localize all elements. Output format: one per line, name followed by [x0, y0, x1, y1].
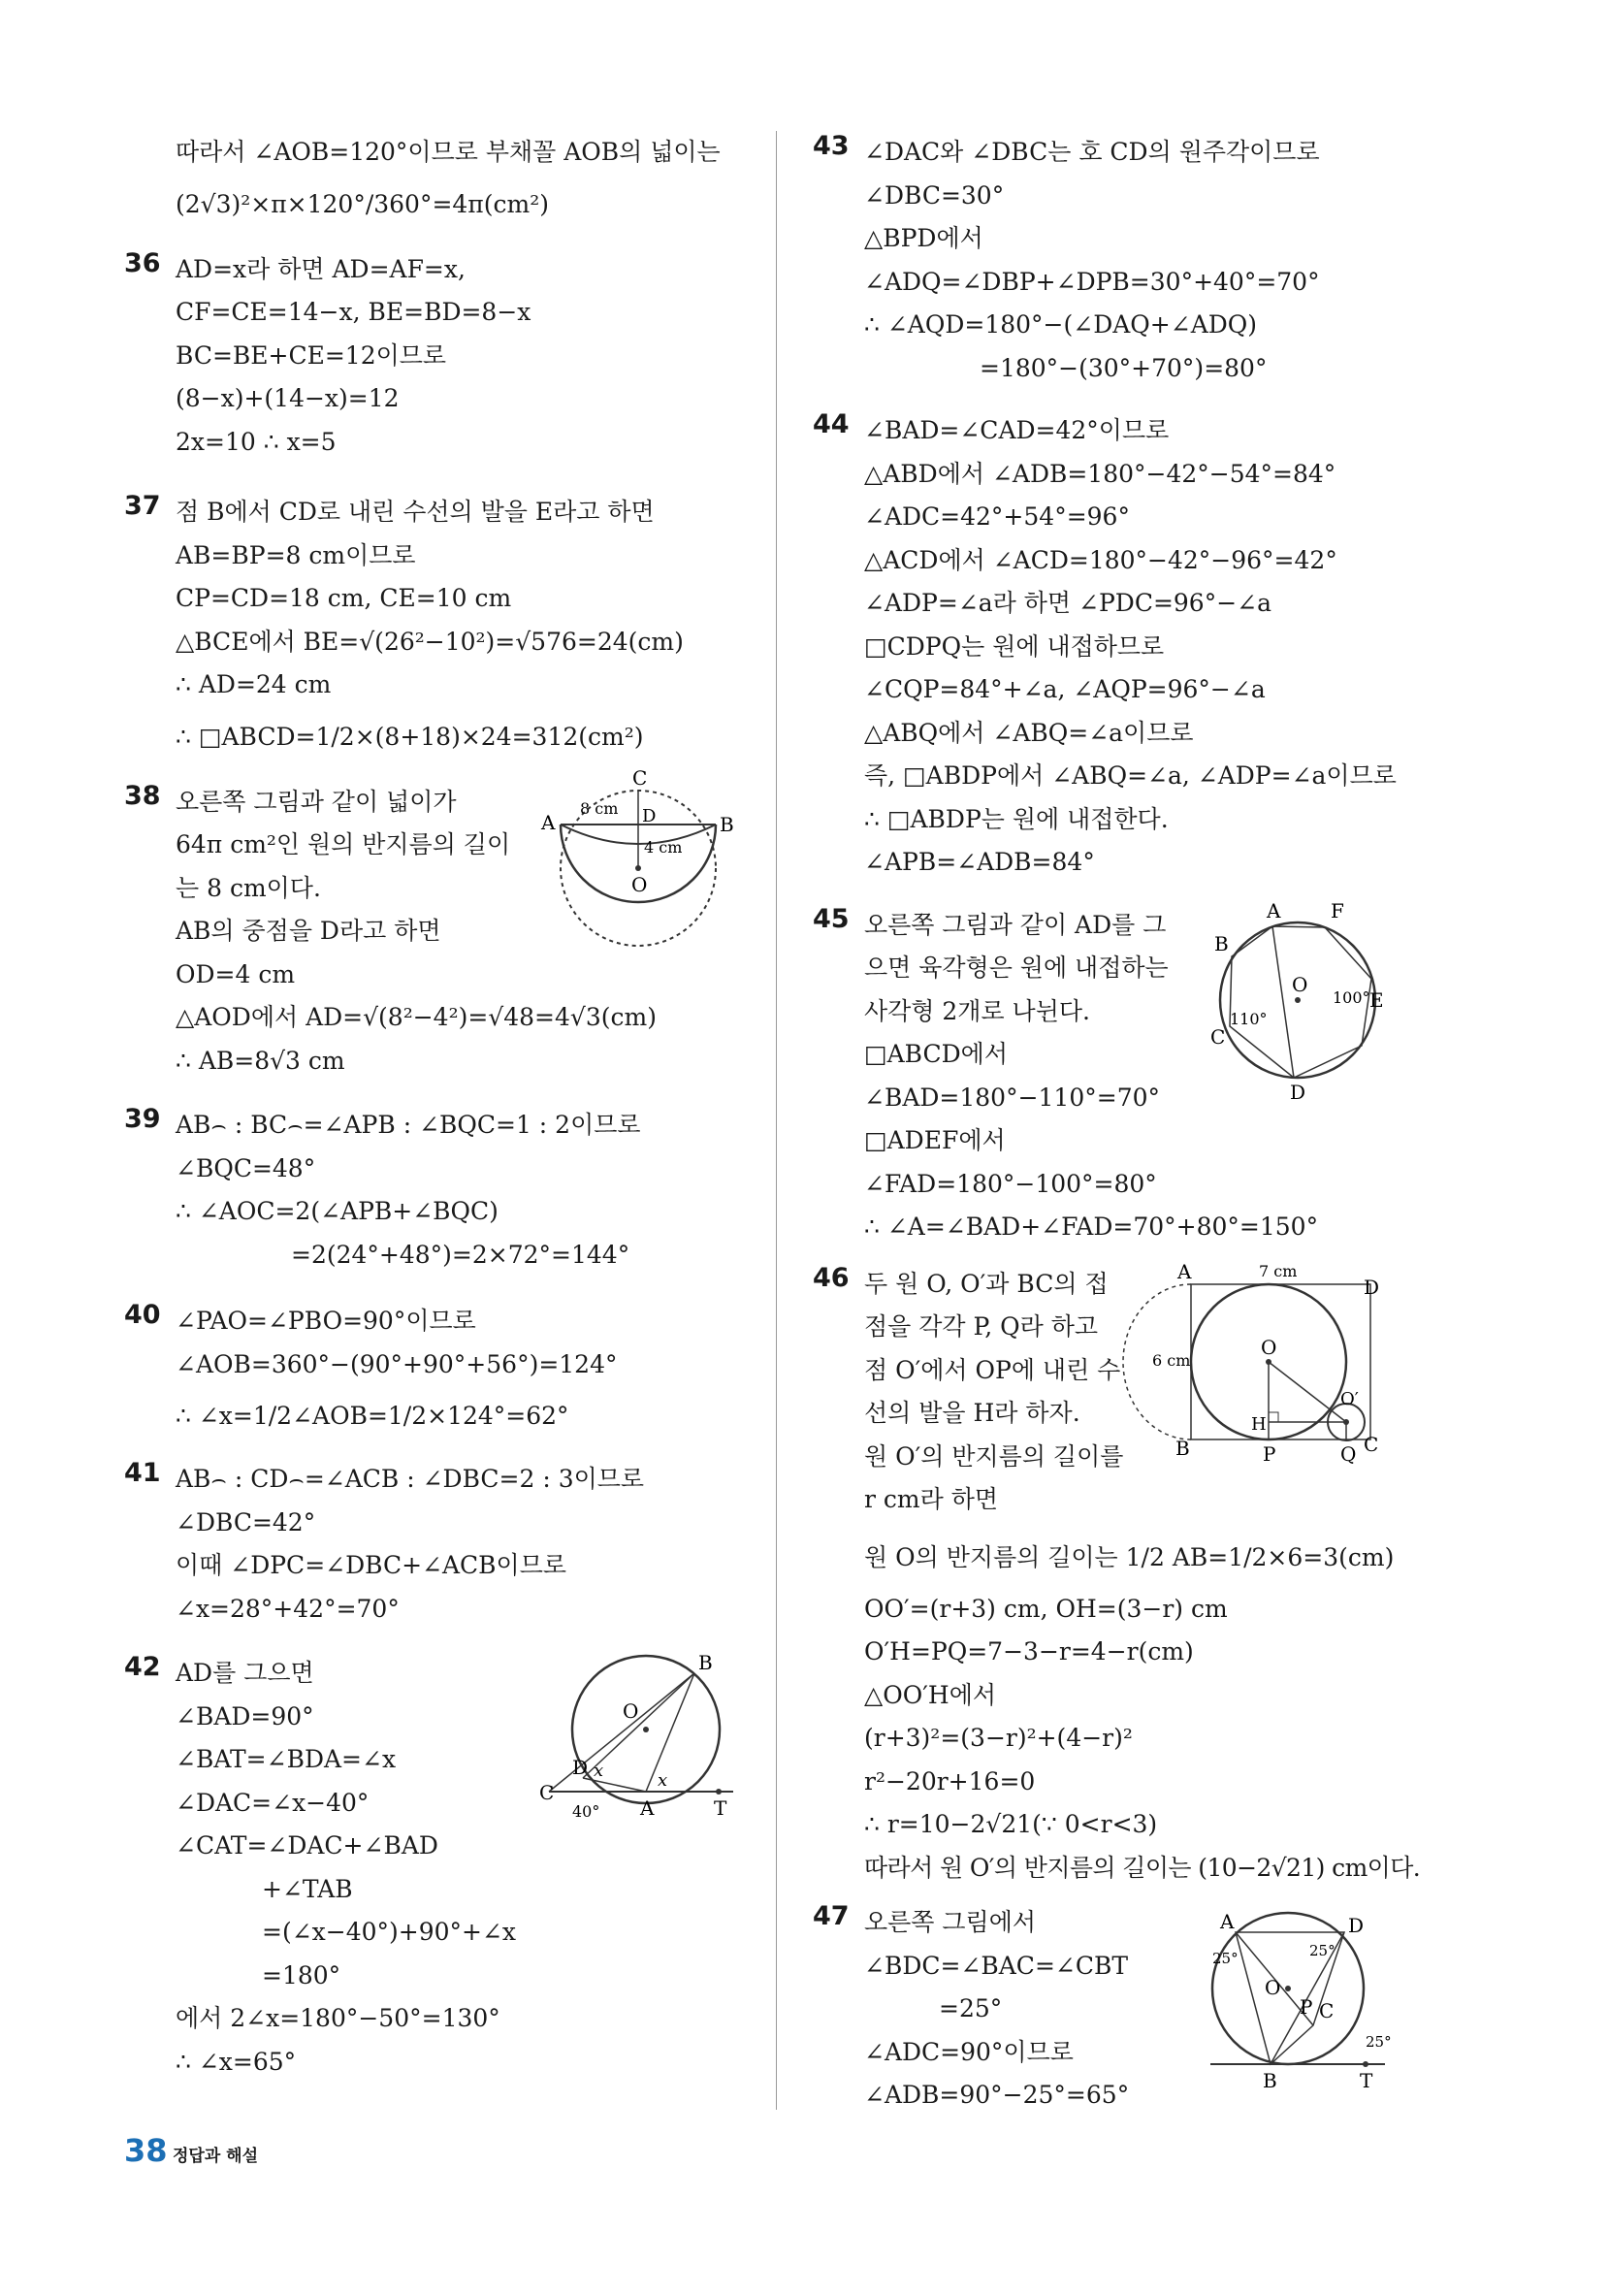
text-line: ∴ AD=24 cm [176, 670, 332, 698]
problem-number: 39 [124, 1104, 161, 1134]
text-line: ∠BAD=180°−110°=70° [864, 1083, 1161, 1112]
text-line: ∠x=28°+42°=70° [176, 1594, 400, 1623]
label-A: A [541, 810, 556, 834]
text-line: △ABD에서 ∠ADB=180°−42°−54°=84° [864, 459, 1336, 488]
text-line: ∴ ∠A=∠BAD+∠FAD=70°+80°=150° [864, 1213, 1319, 1241]
label-T: T [1360, 2069, 1373, 2092]
text-line: 2x=10 ∴ x=5 [176, 427, 337, 456]
label-8cm: 8 cm [580, 798, 619, 818]
label-T: T [714, 1796, 727, 1820]
text-line: △ABQ에서 ∠ABQ=∠a이므로 [864, 718, 1194, 747]
label-100: 100° [1333, 987, 1370, 1007]
label-O-prime: O′ [1340, 1388, 1359, 1409]
label-110: 110° [1230, 1009, 1268, 1028]
text-line: BC=BE+CE=12이므로 [176, 340, 447, 370]
text-line: AD=x라 하면 AD=AF=x, [176, 254, 466, 283]
label-O: O [1292, 972, 1308, 996]
text-line: ∠ADP=∠a라 하면 ∠PDC=96°−∠a [864, 589, 1272, 617]
text-line: ∠ADQ=∠DBP+∠DPB=30°+40°=70° [864, 267, 1320, 296]
text-line: 에서 2∠x=180°−50°=130° [176, 2004, 500, 2032]
text-line: ∠DBC=42° [176, 1507, 316, 1536]
text-line: (2√3)²×π×120°/360°=4π(cm²) [176, 189, 549, 218]
problem-number: 42 [124, 1652, 161, 1682]
problem-39 [124, 1104, 745, 1277]
problem-37 [124, 491, 745, 767]
label-A: A [1177, 1259, 1192, 1283]
text-line: □ABCD에서 [864, 1040, 1008, 1068]
label-O: O [1265, 1976, 1281, 1999]
label-H: H [1251, 1413, 1267, 1435]
problem-number: 41 [124, 1458, 161, 1488]
text-line: CF=CE=14−x, BE=BD=8−x [176, 298, 531, 326]
text-line: 64π cm²인 원의 반지름의 길이 [176, 830, 511, 858]
text-line: ∠ADC=90°이므로 [864, 2037, 1074, 2066]
text-line: 즉, □ABDP에서 ∠ABQ=∠a, ∠ADP=∠a이므로 [864, 761, 1397, 790]
problem-38 [124, 765, 745, 1083]
label-40: 40° [572, 1802, 600, 1821]
text-line: △ACD에서 ∠ACD=180°−42°−96°=42° [864, 545, 1337, 574]
text-line: 두 원 O, O′과 BC의 접 [864, 1269, 1109, 1298]
text-line: 점을 각각 P, Q라 하고 [864, 1312, 1099, 1341]
label-A: A [1267, 898, 1281, 922]
text-line: 오른쪽 그림과 같이 AD를 그 [864, 910, 1167, 939]
text-line: AB⌢ : BC⌢=∠APB : ∠BQC=1 : 2이므로 [176, 1111, 641, 1139]
text-line: 는 8 cm이다. [176, 873, 321, 902]
problem-46 [813, 1259, 1492, 1891]
text-line: ∠BDC=∠BAC=∠CBT [864, 1951, 1129, 1980]
label-Q: Q [1340, 1441, 1357, 1466]
text-line: =2(24°+48°)=2×72°=144° [291, 1240, 630, 1269]
text-line: ∠APB=∠ADB=84° [864, 848, 1095, 876]
text-line: 점 O′에서 OP에 내린 수 [864, 1355, 1121, 1384]
text-line: ∴ AB=8√3 cm [176, 1046, 345, 1075]
label-O: O [623, 1699, 639, 1723]
text-line: ∠ADB=90°−25°=65° [864, 2081, 1130, 2109]
label-O: O [631, 872, 648, 896]
label-B: B [1263, 2069, 1277, 2092]
label-x: x [658, 1770, 668, 1791]
text-line: ∠DBC=30° [864, 180, 1005, 210]
problem-40 [124, 1300, 745, 1446]
label-A: A [1220, 1910, 1235, 1933]
text-line: OO′=(r+3) cm, OH=(3−r) cm [864, 1594, 1228, 1623]
label-E: E [1369, 987, 1384, 1012]
figure-42 [539, 1650, 743, 1834]
problem-number: 40 [124, 1300, 161, 1330]
problem-number: 44 [813, 409, 850, 439]
label-B: B [1214, 931, 1229, 955]
text-line: (r+3)²=(3−r)²+(4−r)² [864, 1724, 1133, 1752]
text-line: ∠CAT=∠DAC+∠BAD [176, 1831, 438, 1859]
label-25-t: 25° [1366, 2033, 1392, 2051]
problem-45 [813, 898, 1492, 1249]
text-line: =180°−(30°+70°)=80° [980, 353, 1268, 382]
label-25-a: 25° [1212, 1950, 1239, 1967]
label-D: D [1290, 1080, 1306, 1104]
text-line: ∴ □ABCD=1/2×(8+18)×24=312(cm²) [176, 722, 644, 751]
text-line: ∴ ∠x=1/2∠AOB=1/2×124°=62° [176, 1402, 569, 1430]
problem-number: 47 [813, 1901, 850, 1931]
label-F: F [1331, 898, 1344, 922]
problem-43 [813, 131, 1492, 390]
text-line: =25° [939, 1994, 1003, 2022]
label-B: B [698, 1651, 713, 1674]
text-line: ∠AOB=360°−(90°+90°+56°)=124° [176, 1349, 618, 1378]
problem-35-continuation [124, 131, 745, 235]
text-line: +∠TAB [262, 1874, 353, 1903]
label-x: x [594, 1761, 604, 1781]
problem-36 [124, 248, 745, 465]
label-A: A [640, 1796, 655, 1820]
figure-47 [1201, 1899, 1395, 2093]
left-column [124, 131, 745, 2084]
text-line: 선의 발을 H라 하자. [864, 1399, 1080, 1427]
text-line: 오른쪽 그림에서 [864, 1908, 1036, 1936]
problem-number: 38 [124, 780, 161, 811]
problem-41 [124, 1458, 745, 1631]
text-line: 으면 육각형은 원에 내접하는 [864, 954, 1169, 982]
text-line: ∴ r=10−2√21(∵ 0<r<3) [864, 1810, 1158, 1838]
text-line: 따라서 ∠AOB=120°이므로 부채꼴 AOB의 넓이는 [176, 138, 721, 166]
right-column [813, 131, 1492, 2118]
text-line: ∠ADC=42°+54°=96° [864, 502, 1130, 531]
problem-number: 43 [813, 131, 850, 161]
text-line: ∠BQC=48° [176, 1153, 316, 1182]
text-line: 이때 ∠DPC=∠DBC+∠ACB이므로 [176, 1551, 566, 1579]
text-line: AD를 그으면 [176, 1659, 314, 1687]
label-C: C [539, 1781, 555, 1804]
figure-46 [1152, 1257, 1380, 1480]
footer-label: 정답과 해설 [173, 2147, 259, 2166]
text-line: =(∠x−40°)+90°+∠x [262, 1918, 517, 1946]
label-B: B [720, 812, 734, 836]
text-line: ∴ ∠x=65° [176, 2047, 297, 2076]
text-line: ∠CQP=84°+∠a, ∠AQP=96°−∠a [864, 675, 1266, 703]
label-D: D [1364, 1275, 1380, 1299]
label-D: D [1348, 1914, 1365, 1937]
text-line: 사각형 2개로 나뉜다. [864, 996, 1090, 1025]
text-line: □ADEF에서 [864, 1126, 1006, 1154]
label-6cm: 6 cm [1152, 1350, 1191, 1370]
text-line: △OO′H에서 [864, 1680, 996, 1709]
text-line: △BCE에서 BE=√(26²−10²)=√576=24(cm) [176, 627, 684, 656]
problem-42 [124, 1652, 745, 2084]
label-4cm: 4 cm [644, 837, 683, 857]
text-line: ∠DAC=∠x−40° [176, 1788, 370, 1817]
page-number: 38 [124, 2132, 168, 2169]
problem-47 [813, 1901, 1492, 2118]
text-line: r²−20r+16=0 [864, 1766, 1036, 1795]
text-line: ∴ ∠AQD=180°−(∠DAQ+∠ADQ) [864, 310, 1258, 339]
text-line: AB=BP=8 cm이므로 [176, 540, 416, 569]
label-C: C [632, 765, 648, 790]
text-line: AB의 중점을 D라고 하면 [176, 917, 441, 945]
text-line: ∠PAO=∠PBO=90°이므로 [176, 1307, 476, 1335]
problem-number: 37 [124, 491, 161, 521]
text-line: ∠BAD=∠CAD=42°이므로 [864, 416, 1170, 444]
label-P: P [1263, 1441, 1276, 1466]
column-divider [776, 131, 777, 2110]
problem-number: 36 [124, 247, 161, 278]
figure-38 [541, 765, 735, 955]
label-25-d: 25° [1309, 1942, 1335, 1959]
text-line: ∴ □ABDP는 원에 내접한다. [864, 804, 1169, 833]
text-line: =180° [262, 1960, 341, 1989]
text-line: △BPD에서 [864, 224, 983, 252]
label-B: B [1175, 1436, 1190, 1460]
text-line: ∠DAC와 ∠DBC는 호 CD의 원주각이므로 [864, 138, 1320, 166]
text-line: CP=CD=18 cm, CE=10 cm [176, 584, 512, 612]
label-C: C [1210, 1024, 1226, 1049]
label-O: O [1261, 1335, 1277, 1359]
text-line: O′H=PQ=7−3−r=4−r(cm) [864, 1637, 1194, 1665]
text-line: r cm라 하면 [864, 1485, 999, 1513]
text-line: OD=4 cm [176, 959, 296, 988]
text-line: ∠FAD=180°−100°=80° [864, 1169, 1157, 1198]
problem-44 [813, 409, 1492, 885]
text-line: □CDPQ는 원에 내접하므로 [864, 631, 1165, 661]
problem-number: 46 [813, 1262, 850, 1293]
text-line: 오른쪽 그림과 같이 넓이가 [176, 787, 457, 816]
problem-number: 45 [813, 903, 850, 934]
text-line: △AOD에서 AD=√(8²−4²)=√48=4√3(cm) [176, 1003, 657, 1031]
text-line: 원 O′의 반지름의 길이를 [864, 1441, 1124, 1471]
label-P: P [1300, 1995, 1313, 2019]
figure-45 [1210, 898, 1385, 1102]
label-7cm: 7 cm [1259, 1261, 1298, 1280]
text-line: 따라서 원 O′의 반지름의 길이는 (10−2√21) cm이다. [864, 1853, 1421, 1882]
text-line: ∠BAD=90° [176, 1701, 314, 1730]
text-line: 원 O의 반지름의 길이는 1/2 AB=1/2×6=3(cm) [864, 1542, 1395, 1571]
text-line: ∴ ∠AOC=2(∠APB+∠BQC) [176, 1197, 499, 1225]
label-C: C [1319, 1999, 1335, 2022]
text-line: 점 B에서 CD로 내린 수선의 발을 E라고 하면 [176, 498, 655, 526]
text-line: ∠BAT=∠BDA=∠x [176, 1745, 397, 1773]
label-D: D [642, 805, 657, 826]
text-line: AB⌢ : CD⌢=∠ACB : ∠DBC=2 : 3이므로 [176, 1465, 645, 1493]
label-D: D [572, 1756, 589, 1779]
text-line: (8−x)+(14−x)=12 [176, 384, 400, 412]
label-C: C [1364, 1432, 1379, 1456]
